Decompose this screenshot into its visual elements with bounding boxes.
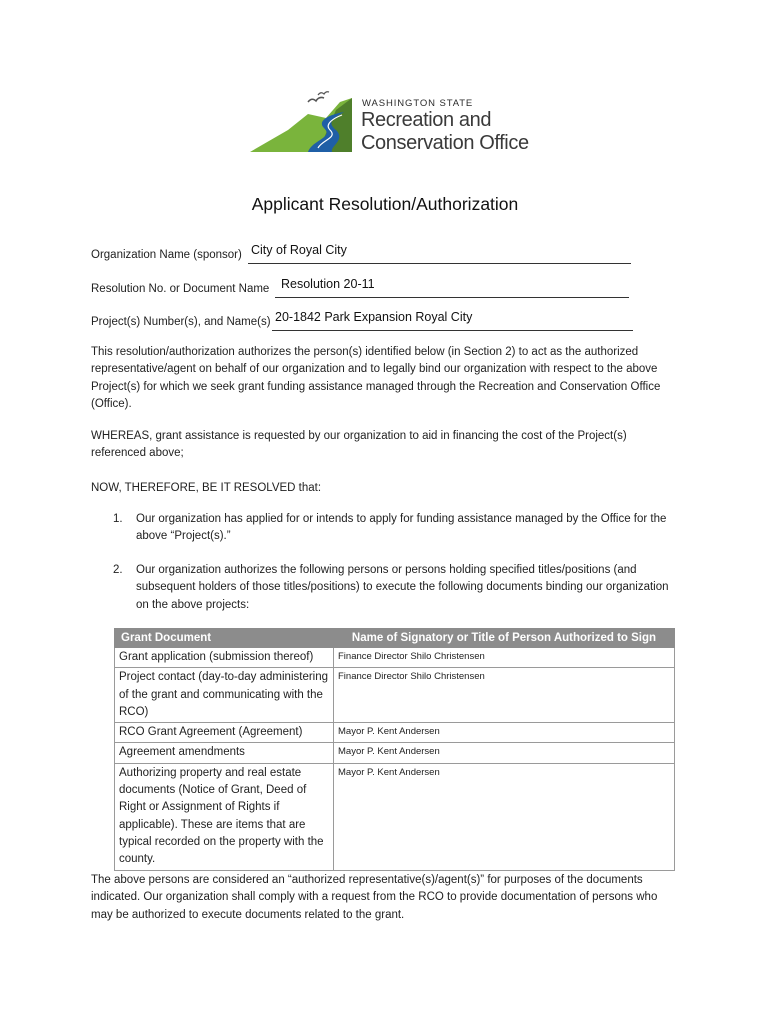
rco-logo	[248, 90, 538, 156]
org-name-label: Organization Name (sponsor)	[91, 249, 242, 261]
project-field	[91, 310, 473, 328]
header-grant-document: Grant Document	[115, 629, 334, 648]
signatory-cell[interactable]: Mayor P. Kent Andersen	[334, 763, 675, 870]
logo-name-line1: Recreation and	[361, 109, 492, 131]
closing-paragraph: The above persons are considered an “authorized representative(s)/agent(s)” for purposes of the documents indicated. Our organization shall comply with a request from the RCO to provide documentation of persons who may be authorized to execute documents related to the grant.	[91, 874, 658, 921]
signatory-cell[interactable]: Mayor P. Kent Andersen	[334, 723, 675, 743]
header-signatory: Name of Signatory or Title of Person Authorized to Sign	[334, 629, 675, 648]
org-name-value[interactable]: City of Royal City	[251, 243, 347, 257]
bird-icon	[318, 92, 329, 95]
table-row	[115, 763, 675, 870]
signatory-cell[interactable]: Finance Director Shilo Christensen	[334, 668, 675, 723]
grant-document-cell: Grant application (submission thereof)	[115, 648, 334, 668]
list-item-text: Our organization authorizes the following persons or persons holding specified titles/positions (and subsequent holders of those titles/positions) to execute the following documents binding our organization on the above projects:	[136, 564, 669, 611]
intro-paragraph: This resolution/authorization authorizes the person(s) identified below (in Section 2) to act as the authorized representative/agent on behalf of our organization and to legally bind our organization with respect to the above Project(s) for which we seek grant funding assistance managed through the Recreation and Conservation Office (Office).	[91, 346, 661, 410]
project-label: Project(s) Number(s), and Name(s)	[91, 316, 271, 328]
signatory-cell[interactable]: Finance Director Shilo Christensen	[334, 648, 675, 668]
signatory-cell[interactable]: Mayor P. Kent Andersen	[334, 743, 675, 763]
grant-document-cell: Authorizing property and real estate documents (Notice of Grant, Deed of Right or Assignment of Rights if applicable). These are items that are typical recorded on the property with the county.	[115, 763, 334, 870]
org-name-field	[91, 243, 347, 261]
project-value[interactable]: 20-1842 Park Expansion Royal City	[275, 310, 473, 324]
resolution-line	[275, 297, 629, 298]
resolution-value[interactable]: Resolution 20-11	[281, 277, 375, 291]
list-item-text: Our organization has applied for or intends to apply for funding assistance managed by the Office for the above “Project(s).”	[136, 513, 667, 543]
logo-name-line2: Conservation Office	[361, 132, 529, 154]
page-title: Applicant Resolution/Authorization	[251, 194, 519, 214]
list-item-number: 2.	[113, 564, 123, 576]
grant-document-cell: RCO Grant Agreement (Agreement)	[115, 723, 334, 743]
bird-icon	[308, 97, 324, 102]
logo-state-text: WASHINGTON STATE	[362, 98, 474, 109]
org-name-line	[248, 263, 631, 264]
project-line	[272, 330, 633, 331]
grant-document-cell: Agreement amendments	[115, 743, 334, 763]
grant-document-cell: Project contact (day-to-day administering of the grant and communicating with the RCO)	[115, 668, 334, 723]
resolved-heading: NOW, THEREFORE, BE IT RESOLVED that:	[91, 482, 322, 494]
table-row	[115, 668, 675, 723]
table-row	[115, 648, 675, 668]
rco-logo-graphic	[248, 90, 360, 156]
table-row	[115, 723, 675, 743]
resolution-label: Resolution No. or Document Name	[91, 283, 270, 295]
list-item-number: 1.	[113, 513, 123, 525]
signatory-table	[114, 628, 675, 871]
table-header-row	[115, 629, 675, 648]
table-row	[115, 743, 675, 763]
whereas-paragraph: WHEREAS, grant assistance is requested by our organization to aid in financing the cost of the Project(s) referenced above;	[91, 430, 627, 460]
resolution-field	[91, 277, 375, 295]
